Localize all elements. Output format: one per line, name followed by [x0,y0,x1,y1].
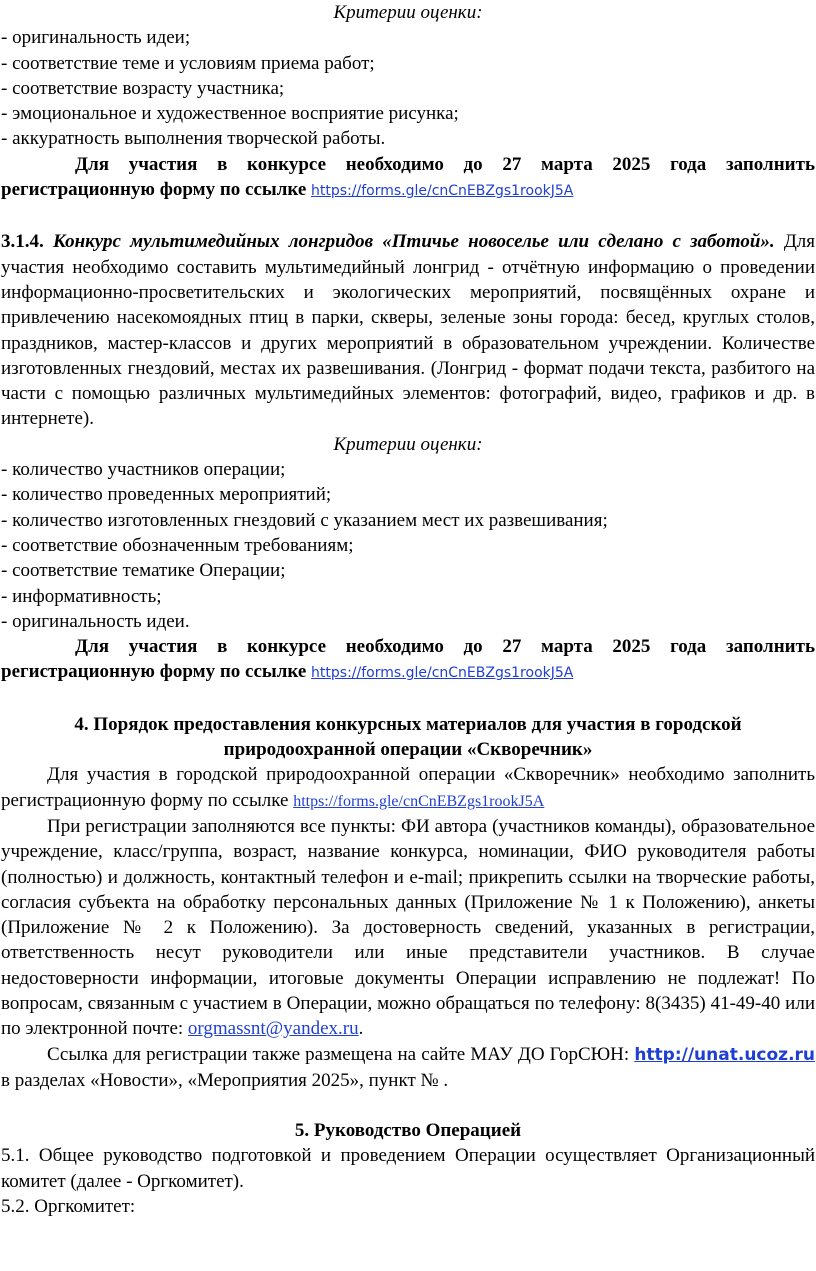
criteria-item: - количество изготовленных гнездовий с указанием мест их развешивания; [1,509,608,531]
registration-text: Для участия в конкурсе необходимо до 27 марта 2025 года заполнить регистрационную форму по ссылке [1,153,815,201]
registration-link[interactable]: https://forms.gle/cnCnEBZgs1rookJ5A [293,792,545,810]
section-number: 3.1.4. [1,231,44,253]
section-5-item-1: 5.1. Общее руководство подготовкой и проведением Операции осуществляет Организационный комитет (далее - Оргкомитет). [1,1145,815,1192]
spacer [1,687,815,712]
spacer [1,1093,815,1118]
para3-suffix: в разделах «Новости», «Мероприятия 2025», пункт № . [1,1069,449,1091]
para3-text: Ссылка для регистрации также размещена на сайте МАУ ДО ГорСЮН: [47,1043,630,1065]
registration-text: Для участия в конкурсе необходимо до 27 марта 2025 года заполнить регистрационную форму по ссылке [1,636,815,683]
criteria-title: Критерии оценки: [333,433,483,455]
spacer [1,204,815,229]
section-4-para2 [1,814,815,1042]
criteria-item: - информативность; [1,585,162,607]
contest-title: Конкурс мультимедийных лонгридов «Птичье новоселье или сделано с заботой». [52,231,775,253]
criteria-list [1,457,815,634]
criteria-item: - оригинальность идеи. [1,610,190,632]
criteria-list [1,25,815,151]
registration-link[interactable]: https://forms.gle/cnCnEBZgs1rookJ5A [311,665,574,682]
criteria-title: Критерии оценки: [333,2,483,23]
para1-text: Для участия в городской природоохранной операции «Скворечник» необходимо заполнить регистрационную форму по ссылке [1,764,815,811]
section-4-para1 [1,762,815,814]
criteria-item: - соответствие обозначенным требованиям; [1,534,354,556]
criteria-item: - соответствие теме и условиям приема работ; [1,52,375,74]
section-4-heading: 4. Порядок предоставления конкурсных материалов для участия в городской природоохранной операции «Скворечник» [74,713,742,761]
section-5-item-2: 5.2. Оргкомитет: [1,1196,136,1218]
registration-link[interactable]: https://forms.gle/cnCnEBZgs1rookJ5A [311,183,574,200]
contest-body: Для участия необходимо составить мультимедийный лонгрид - отчётную информацию о проведении информационно-просветительских и экологических мероприятий, посвящённых охране и привлечению насекомоядных птиц в парки, скверы, зеленые зоны города: бесед, круглых столов, праздников, мастер-классов и других мероприятий в образовательном учреждении. Количестве изготовленных гнездовий, местах их развешивания. (Лонгрид - формат подачи текста, разбитого на части с помощью различных мультимедийных элементов: фотографий, видео, графиков и др. в интернете). [1,231,816,430]
criteria-item: - оригинальность идеи; [1,27,191,49]
email-suffix: . [358,1018,364,1040]
site-link[interactable]: http://unat.ucoz.ru [634,1044,816,1065]
criteria-item: - соответствие тематике Операции; [1,560,286,582]
criteria-item: - эмоциональное и художественное восприятие рисунка; [1,103,459,125]
email-link[interactable]: orgmassnt@yandex.ru [187,1018,359,1040]
para2-text: При регистрации заполняются все пункты: ФИ автора (участников команды), образовательное учреждение, класс/группа, возраст, название конкурса, номинации, ФИО руководителя работы (полностью) и должность, контактный телефон и e-mail; прикрепить ссылки на творческие работы, согласия субъекта на обработку персональных данных (Приложение № 1 к Положению), анкеты (Приложение № 2 к Положению). За достоверность сведений, указанных в регистрации, ответственность несут руководители или иные представители участников. В случае недостоверности информации, итоговые документы Операции исправлению не подлежат! По вопросам, связанным с участием в Операции, можно обращаться по телефону: 8(3435) 41-49-40 или по электронной почте: [1,815,815,1040]
criteria-item: - соответствие возрасту участника; [1,77,285,99]
criteria-item: - количество проведенных мероприятий; [1,484,332,506]
registration-paragraph [1,634,815,687]
section-4-para3 [1,1042,815,1094]
registration-paragraph [1,152,815,205]
criteria-item: - количество участников операции; [1,459,286,481]
longread-contest-paragraph [1,229,815,431]
criteria-item: - аккуратность выполнения творческой работы. [1,128,386,150]
section-5-heading: 5. Руководство Операцией [294,1120,522,1142]
